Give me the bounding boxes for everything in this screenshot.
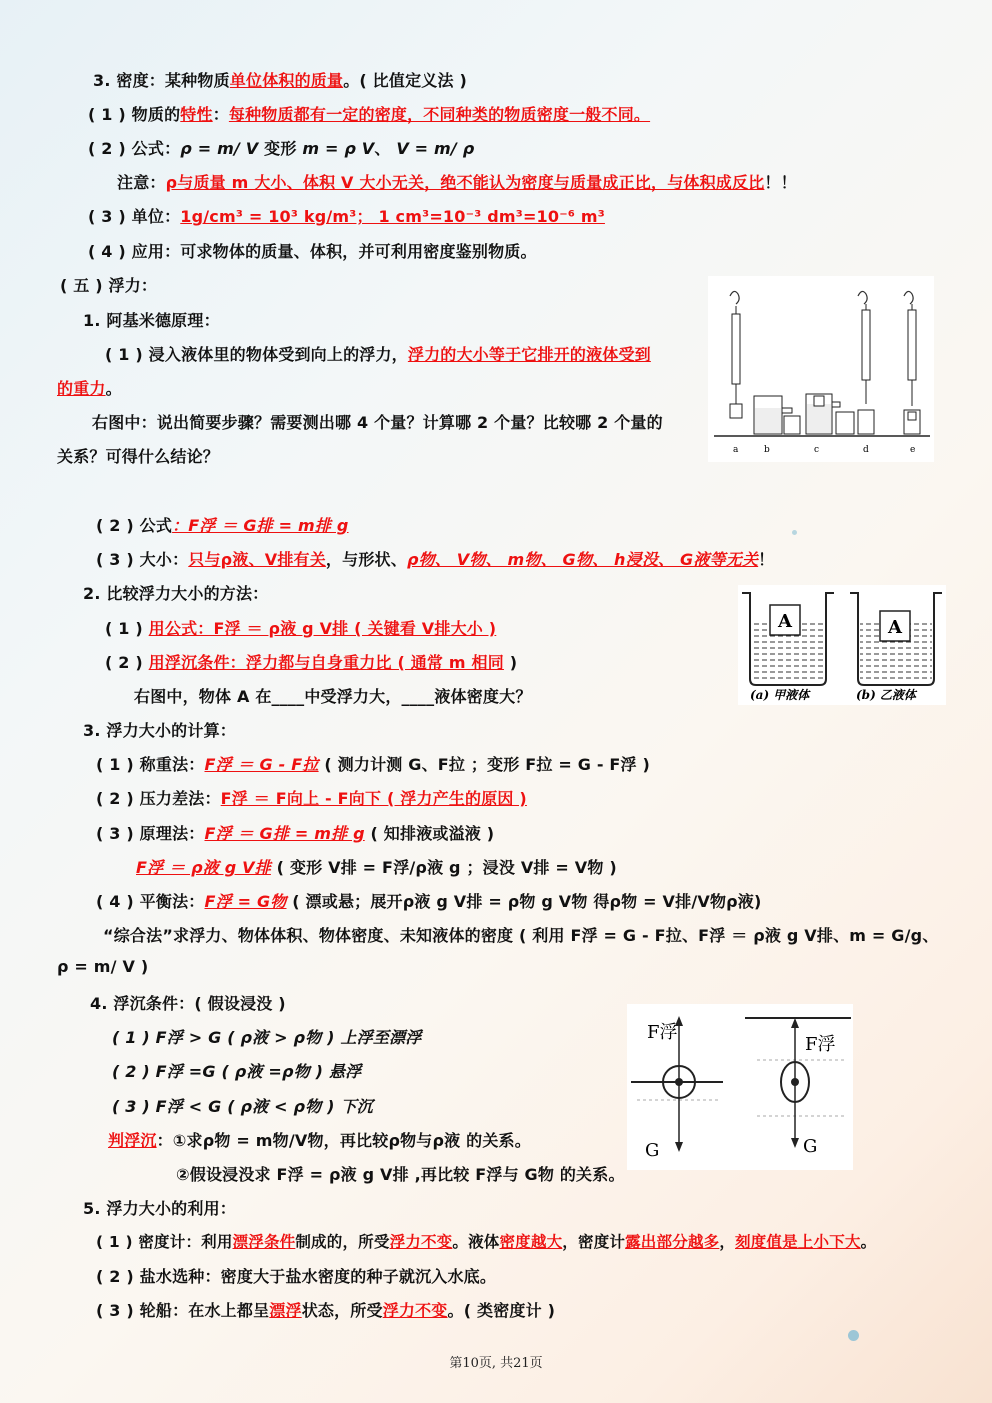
fig1-label-b: b	[764, 445, 770, 455]
combined-method: “综合法”求浮力、物体体积、物体密度、未知液体的密度 ( 利用 F浮 = G - F拉、F浮 ＝ ρ液 g V排、m = G/g、	[103, 926, 939, 945]
block-a-right: A	[888, 617, 902, 638]
density-property: ( 1 ) 物质的特性：每种物质都有一定的密度，不同种类的物质密度一般不同。	[88, 105, 651, 124]
float-sink-heading: 4. 浮沉条件：( 假设浸没 )	[90, 994, 286, 1013]
figure-question-cont: 关系？可得什么结论？	[57, 447, 220, 466]
hydrometer: ( 1 ) 密度计：利用漂浮条件制成的，所受浮力不变。液体密度越大，密度计露出部分越多，刻度值是上小下大。	[96, 1233, 877, 1251]
buoyancy-magnitude: ( 3 ) 大小：只与ρ液、V排有关，与形状、ρ物、 V物、 m物、 G物、 h浸没、 G液等无关！	[96, 550, 775, 569]
suspend-condition: ( 2 ) F浮 =G ( ρ液 =ρ物 ) 悬浮	[112, 1062, 362, 1081]
archimedes-heading: 1. 阿基米德原理：	[83, 311, 220, 330]
compare-formula: ( 1 ) 用公式：F浮 ＝ ρ液 g V排 ( 关键看 V排大小 )	[105, 619, 497, 638]
density-unit: ( 3 ) 单位：1g/cm³ = 10³ kg/m³； 1 cm³=10⁻³ dm³=10⁻⁶ m³	[88, 207, 605, 226]
figure-question: 右图中：说出简要步骤？需要测出哪 4 个量？计算哪 2 个量？比较哪 2 个量的	[92, 413, 663, 432]
decor-dot	[792, 530, 797, 535]
float-condition: ( 1 ) F浮 > G ( ρ液 > ρ物 ) 上浮至漂浮	[112, 1028, 422, 1047]
judge-method-1: 判浮沉：①求ρ物 = m物/V物，再比较ρ物与ρ液 的关系。	[108, 1131, 531, 1150]
fig1-label-e: e	[910, 445, 916, 455]
compare-question: 右图中，物体 A 在____中受浮力大，____液体密度大？	[134, 687, 532, 706]
principle-method-expanded: F浮 ＝ ρ液 g V排 ( 变形 V排 = F浮/ρ液 g ；浸没 V排 = V物 )	[136, 858, 617, 877]
archimedes-statement-cont: 的重力。	[57, 379, 122, 398]
archimedes-experiment-figure	[708, 276, 934, 462]
fig3-f-left: F浮	[647, 1022, 678, 1043]
usage-heading: 5. 浮力大小的利用：	[83, 1199, 236, 1218]
two-liquids-figure	[738, 585, 946, 705]
fig3-g-left: G	[645, 1140, 660, 1161]
fig1-label-a: a	[733, 445, 739, 455]
weighing-method: ( 1 ) 称重法：F浮 ＝ G - F拉 ( 测力计测 G、F拉 ；变形 F拉 = G - F浮 )	[96, 755, 651, 774]
fig1-label-c: c	[814, 445, 820, 455]
compare-condition: ( 2 ) 用浮沉条件：浮力都与自身重力比 ( 通常 m 相同 )	[105, 653, 518, 672]
judge-method-2: ②假设浸没求 F浮 = ρ液 g V排 ,再比较 F浮与 G物 的关系。	[176, 1165, 625, 1184]
caption-a: (a) 甲液体	[750, 688, 810, 702]
buoyancy-heading: ( 五 ) 浮力：	[60, 276, 158, 295]
calc-heading: 3. 浮力大小的计算：	[83, 721, 236, 740]
fig1-label-d: d	[863, 445, 869, 455]
caption-b: (b) 乙液体	[856, 688, 916, 702]
force-diagram-figure	[627, 1004, 853, 1170]
ship: ( 3 ) 轮船：在水上都呈漂浮状态，所受浮力不变。( 类密度计 )	[96, 1301, 556, 1320]
fig3-f-right: F浮	[805, 1034, 836, 1055]
fig3-g-right: G	[803, 1136, 818, 1157]
archimedes-statement: ( 1 ) 浸入液体里的物体受到向上的浮力，浮力的大小等于它排开的液体受到	[105, 345, 651, 364]
density-application: ( 4 ) 应用：可求物体的质量、体积，并可利用密度鉴别物质。	[88, 242, 537, 261]
buoyancy-formula: ( 2 ) 公式：F浮 ＝ G排 = m排 g	[96, 516, 349, 535]
principle-method: ( 3 ) 原理法：F浮 ＝ G排 = m排 g ( 知排液或溢液 )	[96, 824, 495, 843]
seed-selection: ( 2 ) 盐水选种：密度大于盐水密度的种子就沉入水底。	[96, 1267, 497, 1286]
pressure-method: ( 2 ) 压力差法：F浮 ＝ F向上 - F向下 ( 浮力产生的原因 )	[96, 789, 527, 808]
density-heading: 3. 密度：某种物质单位体积的质量。( 比值定义法 )	[93, 71, 467, 90]
sink-condition: ( 3 ) F浮 < G ( ρ液 < ρ物 ) 下沉	[112, 1097, 373, 1116]
density-formula: ( 2 ) 公式：ρ = m/ V 变形 m = ρ V、 V = m/ ρ	[88, 139, 475, 158]
density-note: 注意：ρ与质量 m 大小、体积 V 大小无关，绝不能认为密度与质量成正比，与体积成反比！！	[117, 173, 797, 192]
balance-method: ( 4 ) 平衡法：F浮 = G物 ( 漂或悬；展开ρ液 g V排 = ρ物 g V物 得ρ物 = V排/V物ρ液)	[96, 892, 762, 911]
page-footer: 第10页, 共21页	[449, 1356, 543, 1371]
block-a-left: A	[778, 611, 792, 632]
decor-dot	[848, 1330, 859, 1341]
combined-method-cont: ρ = m/ V )	[57, 957, 149, 976]
compare-heading: 2. 比较浮力大小的方法：	[83, 584, 269, 603]
